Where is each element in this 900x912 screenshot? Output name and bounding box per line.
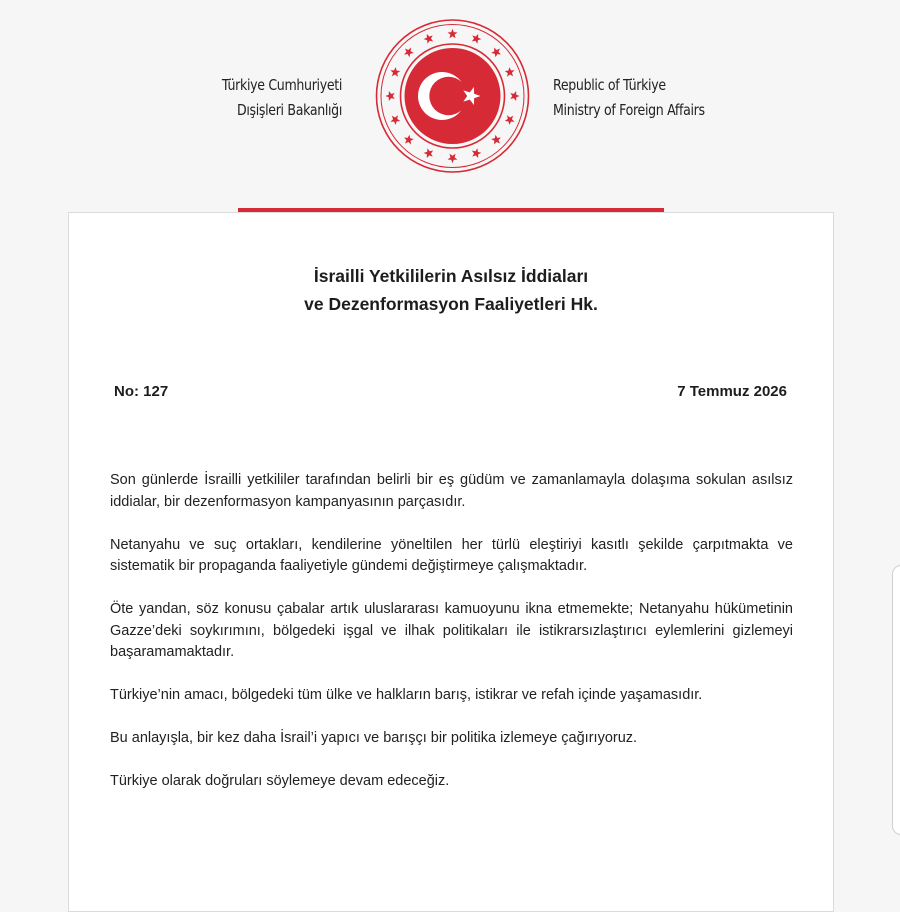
ministry-name-english — [553, 73, 705, 123]
statement-paragraph: Bu anlayışla, bir kez daha İsrail’i yapıcı ve barışçı bir politika izlemeye çağırıyoruz. — [110, 730, 638, 746]
seal-star-icon — [404, 48, 414, 58]
ministry-name-turkish-line2: Dışişleri Bakanlığı — [236, 101, 342, 119]
statement-date: 7 Temmuz 2026 — [677, 383, 787, 400]
statement-title — [68, 262, 834, 318]
statement-number: No: 127 — [114, 383, 169, 400]
statement-paragraph: Son günlerde İsrailli yetkililer tarafından belirli bir eş güdüm ve zamanlamayla dolaşıma sokulan asılsız iddialar, bir dezenformasyon kampanyasının parçasıdır. — [110, 472, 793, 510]
seal-star-icon — [505, 115, 515, 125]
seal-star-icon — [505, 67, 515, 77]
letterhead — [0, 0, 900, 205]
red-divider — [238, 208, 664, 212]
seal-star-icon — [385, 91, 394, 101]
ministry-seal-icon — [375, 16, 530, 176]
statement-paragraph: Türkiye’nin amacı, bölgedeki tüm ülke ve halkların barış, istikrar ve refah içinde yaşamasıdır. — [110, 687, 703, 703]
ministry-name-turkish-line1: Türkiye Cumhuriyeti — [221, 76, 342, 94]
statement-title-line2: ve Dezenformasyon Faaliyetleri Hk. — [304, 294, 598, 314]
seal-star-icon — [472, 34, 482, 44]
statement-body — [110, 470, 793, 814]
ministry-name-turkish — [222, 73, 342, 123]
statement-paragraph: Öte yandan, söz konusu çabalar artık uluslararası kamuoyunu ikna etmemekte; Netanyahu hükümetinin Gazze’deki soykırımını, bölgedeki işgal ve ilhak politikaları ile istikrarsızlaştırıcı eylemlerini gizlemeyi başaramamaktadır. — [110, 601, 793, 660]
seal-star-icon — [424, 34, 434, 44]
seal-star-icon — [424, 148, 434, 158]
seal-star-icon — [448, 29, 458, 38]
ministry-name-english-line2: Ministry of Foreign Affairs — [553, 101, 705, 119]
seal-star-icon — [510, 91, 519, 101]
seal-star-icon — [390, 115, 400, 125]
ministry-name-english-line1: Republic of Türkiye — [553, 76, 666, 94]
statement-paragraph: Türkiye olarak doğruları söylemeye devam edeceğiz. — [110, 773, 450, 789]
statement-paragraph: Netanyahu ve suç ortakları, kendilerine yöneltilen her türlü eleştiriyi kasıtlı şekilde çarpıtmakta ve sistematik bir propaganda faaliyetiyle gündemi değiştirmeye çalışmaktadır. — [110, 536, 793, 574]
seal-star-icon — [491, 135, 501, 145]
seal-star-icon — [448, 154, 458, 163]
seal-star-icon — [390, 67, 400, 77]
seal-star-icon — [472, 148, 482, 158]
statement-title-line1: İsrailli Yetkililerin Asılsız İddiaları — [313, 266, 589, 286]
seal-star-icon — [404, 135, 414, 145]
adjacent-page-edge — [892, 565, 900, 835]
seal-star-icon — [491, 48, 501, 58]
